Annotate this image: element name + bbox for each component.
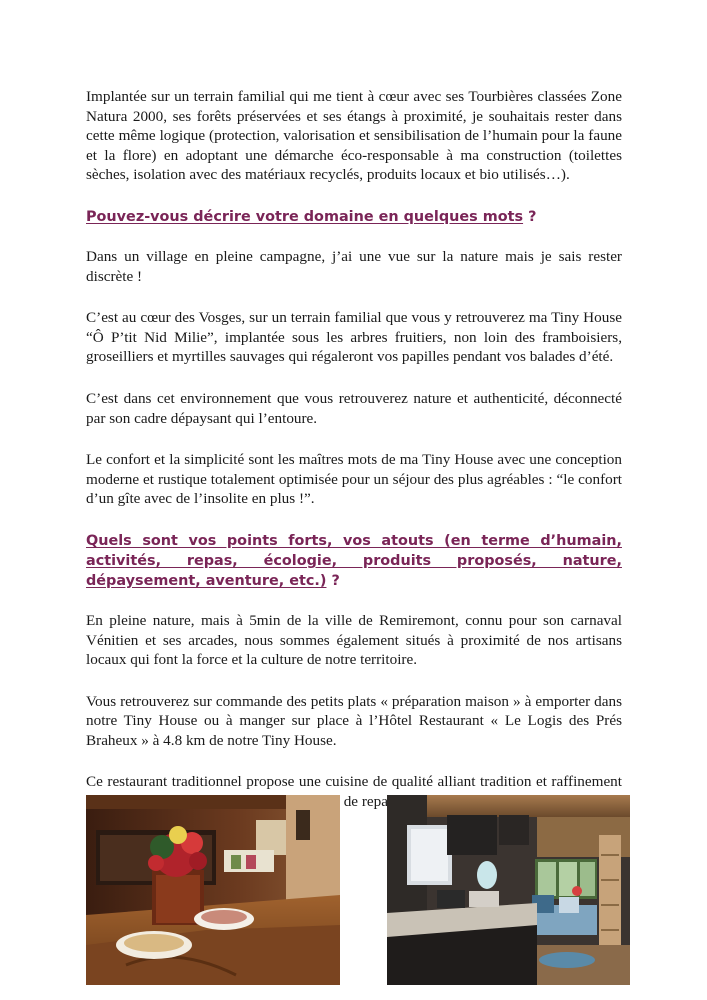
heading-describe-domain-text: Pouvez-vous décrire votre domaine en quelques mots bbox=[86, 208, 524, 225]
heading-describe-domain bbox=[86, 207, 622, 227]
paragraph-restaurant: Ce restaurant traditionnel propose une cuisine de qualité alliant tradition et raffinement de repas. bbox=[86, 773, 622, 811]
paragraph-homemade-meals: Vous retrouverez sur commande des petits plats « préparation maison » à emporter dans notre Tiny House ou à manger sur place à l’Hôtel Restaurant « Le Logis des Prés Braheux » à 4.8 km de notre Tiny House. bbox=[86, 692, 622, 749]
article-body bbox=[86, 87, 622, 834]
photo-row bbox=[86, 795, 630, 985]
intro-paragraph: Implantée sur un terrain familial qui me tient à cœur avec ses Tourbières classées Zone Natura 2000, ses forêts préservées et ses étangs à proximité, je souhaitais rester dans cette même logique (protection, valorisation et sensibilisation de l’humain pour la faune et la flore) en adoptant une démarche éco-responsable à ma construction (toilettes sèches, isolation avec des matériaux recyclés, produits locaux et bio utilisés…). bbox=[86, 88, 622, 184]
paragraph-village: Dans un village en pleine campagne, j’ai une vue sur la nature mais je sais rester discrète ! bbox=[86, 247, 622, 285]
paragraph-comfort: Le confort et la simplicité sont les maîtres mots de ma Tiny House avec une conception moderne et rustique totalement optimisée pour un séjour des plus agréables : “le confort d’un gîte avec de l’insolite en plus !”. bbox=[86, 451, 622, 508]
tiny-house-interior-illustration bbox=[387, 795, 630, 985]
photo-tiny-house-interior bbox=[387, 795, 630, 985]
heading-question-mark: ? bbox=[523, 208, 537, 225]
paragraph-environment: C’est dans cet environnement que vous retrouverez nature et authenticité, déconnecté par son cadre dépaysant qui l’entoure. bbox=[86, 389, 622, 427]
table-bouquet-illustration bbox=[86, 795, 340, 985]
paragraph-vosges: C’est au cœur des Vosges, sur un terrain familial que vous y retrouverez ma Tiny House “Ô P’tit Nid Milie”, implantée sous les arbres fruitiers, non loin des framboisiers, groseilliers et myrtilles sauvages qui régaleront vos papilles pendant vos balades d’été. bbox=[86, 309, 622, 366]
photo-table-bouquet bbox=[86, 795, 340, 985]
heading-question-mark: ? bbox=[326, 572, 340, 589]
paragraph-remiremont: En pleine nature, mais à 5min de la ville de Remiremont, connu pour son carnaval Vénitien et ses arcades, nous sommes également situés à proximité de nos artisans locaux qui font la force et la culture de notre territoire. bbox=[86, 611, 622, 669]
heading-strengths-text: Quels sont vos points forts, vos atouts (en terme d’humain, activités, repas, écologie, produits proposés, nature, dépaysement, aventure, etc.) bbox=[86, 532, 622, 589]
heading-strengths bbox=[86, 531, 622, 591]
